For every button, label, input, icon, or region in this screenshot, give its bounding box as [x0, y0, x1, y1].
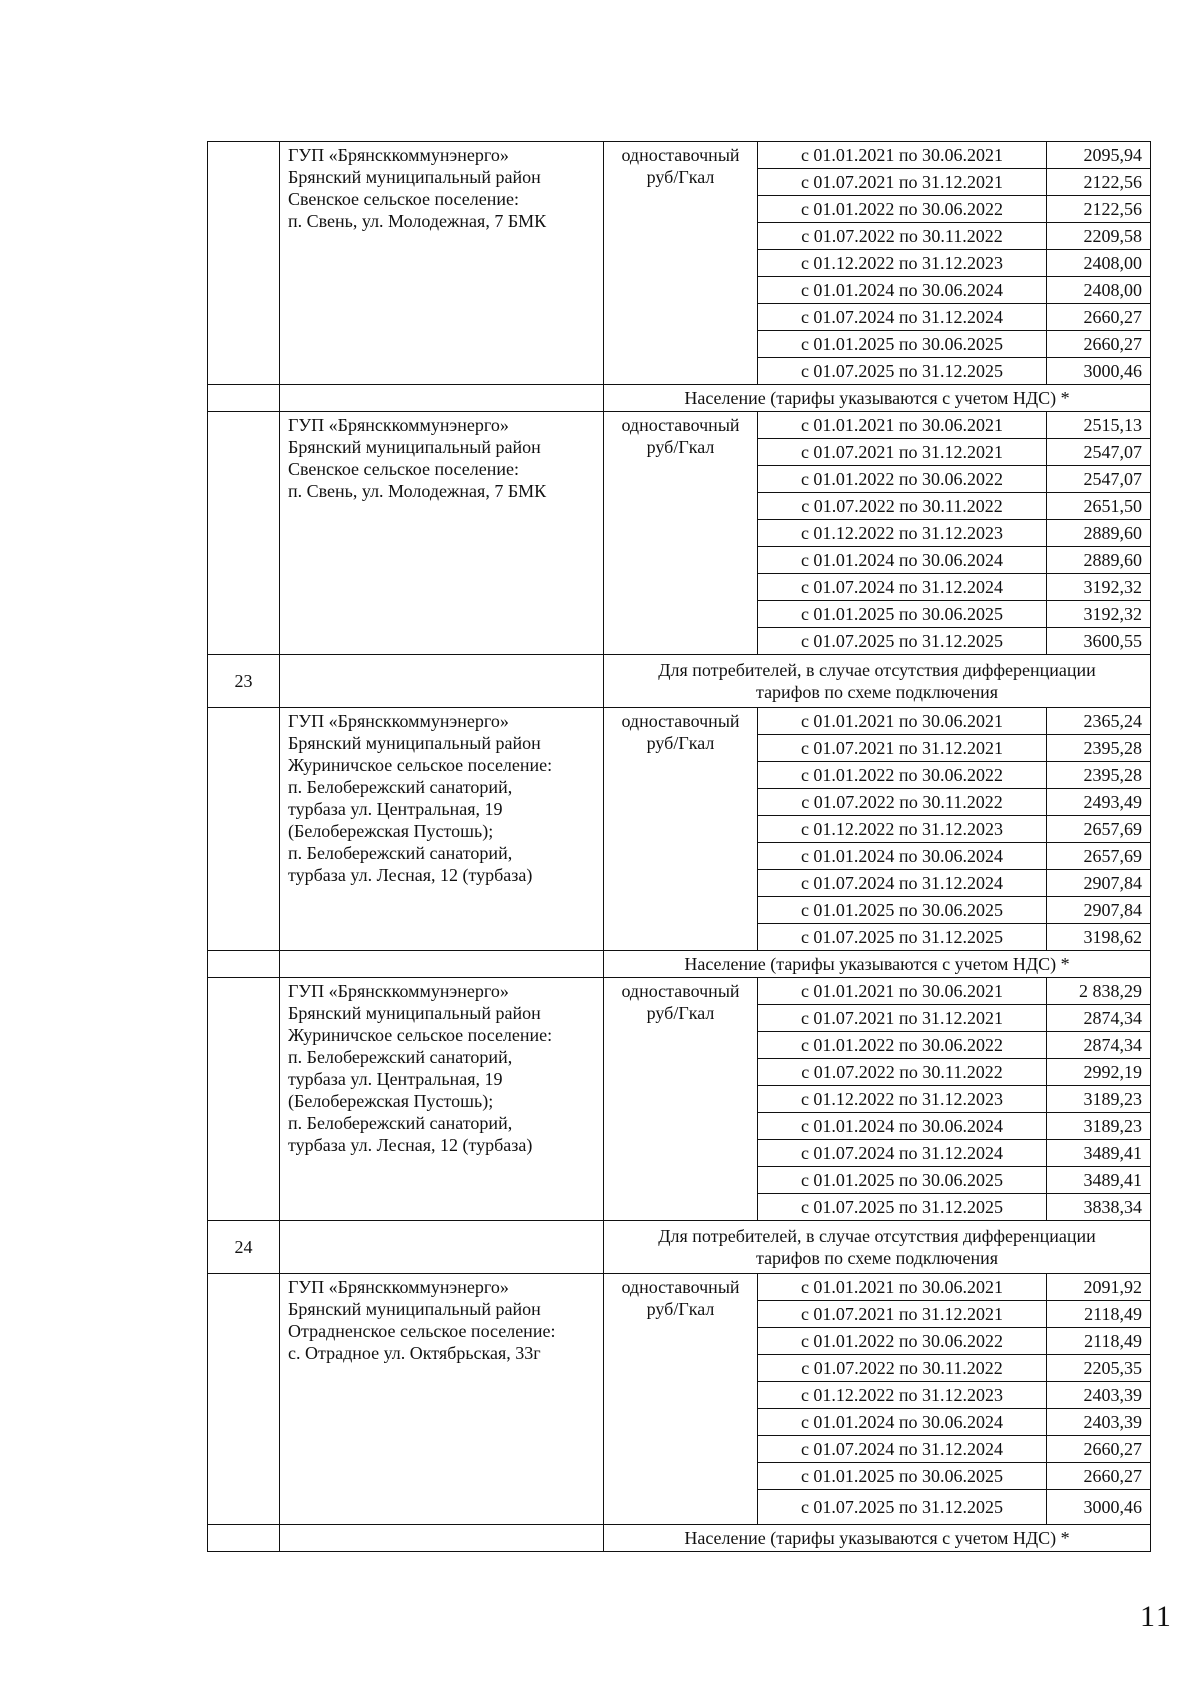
period-cell: с 01.07.2025 по 31.12.2025 [758, 628, 1047, 655]
section-number-cell: 24 [208, 1221, 280, 1274]
organization-line: п. Белобережский санаторий, [288, 1113, 513, 1133]
tariff-value-cell: 2403,39 [1047, 1382, 1151, 1409]
tariff-value-cell: 3192,32 [1047, 574, 1151, 601]
tariff-table-body [208, 142, 1151, 1552]
period-cell: с 01.12.2022 по 31.12.2023 [758, 1382, 1047, 1409]
organization-line: с. Отрадное ул. Октябрьская, 33г [288, 1343, 541, 1363]
section-header-row [208, 1525, 1151, 1552]
tariff-value-cell: 2660,27 [1047, 331, 1151, 358]
tariff-row [208, 142, 1151, 169]
organization-cell [280, 412, 604, 655]
period-cell: с 01.07.2021 по 31.12.2021 [758, 1005, 1047, 1032]
period-cell: с 01.07.2022 по 30.11.2022 [758, 1059, 1047, 1086]
period-cell: с 01.01.2021 по 30.06.2021 [758, 708, 1047, 735]
period-cell: с 01.01.2025 по 30.06.2025 [758, 601, 1047, 628]
period-cell: с 01.12.2022 по 31.12.2023 [758, 250, 1047, 277]
period-cell: с 01.07.2025 по 31.12.2025 [758, 924, 1047, 951]
tariff-value-cell: 2547,07 [1047, 466, 1151, 493]
organization-line: турбаза ул. Центральная, 19 [288, 799, 503, 819]
row-number-cell [208, 1274, 280, 1525]
organization-line: п. Свень, ул. Молодежная, 7 БМК [288, 211, 547, 231]
period-cell: с 01.01.2024 по 30.06.2024 [758, 277, 1047, 304]
tariff-value-cell: 2122,56 [1047, 196, 1151, 223]
period-cell: с 01.07.2024 по 31.12.2024 [758, 304, 1047, 331]
tariff-value-cell: 2408,00 [1047, 250, 1151, 277]
tariff-value-cell: 2907,84 [1047, 897, 1151, 924]
tariff-row [208, 978, 1151, 1005]
organization-line: п. Белобережский санаторий, [288, 777, 513, 797]
tariff-value-cell: 2408,00 [1047, 277, 1151, 304]
section-header-cell: Население (тарифы указываются с учетом НДС) * [604, 1525, 1151, 1552]
tariff-type-cell [604, 978, 758, 1221]
period-cell: с 01.01.2022 по 30.06.2022 [758, 196, 1047, 223]
tariff-value-cell: 2992,19 [1047, 1059, 1151, 1086]
row-number-cell [208, 978, 280, 1221]
period-cell: с 01.01.2025 по 30.06.2025 [758, 331, 1047, 358]
tariff-value-cell: 3600,55 [1047, 628, 1151, 655]
tariff-value-cell: 2403,39 [1047, 1409, 1151, 1436]
row-number-cell [208, 412, 280, 655]
organization-line: п. Белобережский санаторий, [288, 843, 513, 863]
period-cell: с 01.01.2024 по 30.06.2024 [758, 1113, 1047, 1140]
tariff-type-line: одноставочный [621, 145, 740, 165]
tariff-type-line: руб/Гкал [646, 733, 715, 753]
period-cell: с 01.07.2022 по 30.11.2022 [758, 493, 1047, 520]
period-cell: с 01.07.2024 по 31.12.2024 [758, 1436, 1047, 1463]
organization-line: Журиничское сельское поселение: [288, 1025, 553, 1045]
section-header-cell: Для потребителей, в случае отсутствия дифференциации тарифов по схеме подключения [604, 655, 1151, 708]
organization-line: Брянский муниципальный район [288, 1003, 541, 1023]
tariff-value-cell: 3198,62 [1047, 924, 1151, 951]
period-cell: с 01.07.2024 по 31.12.2024 [758, 574, 1047, 601]
tariff-value-cell: 2547,07 [1047, 439, 1151, 466]
organization-line: Брянский муниципальный район [288, 437, 541, 457]
tariff-type-line: одноставочный [621, 711, 740, 731]
period-cell: с 01.07.2021 по 31.12.2021 [758, 169, 1047, 196]
period-cell: с 01.07.2025 по 31.12.2025 [758, 1194, 1047, 1221]
tariff-value-cell: 2118,49 [1047, 1301, 1151, 1328]
organization-line: турбаза ул. Центральная, 19 [288, 1069, 503, 1089]
tariff-type-line: одноставочный [621, 1277, 740, 1297]
section-header-row [208, 951, 1151, 978]
organization-line: ГУП «Брянсккоммунэнерго» [288, 981, 509, 1001]
period-cell: с 01.01.2021 по 30.06.2021 [758, 1274, 1047, 1301]
period-cell: с 01.01.2024 по 30.06.2024 [758, 1409, 1047, 1436]
organization-line: турбаза ул. Лесная, 12 (турбаза) [288, 1135, 533, 1155]
section-header-row [208, 1221, 1151, 1274]
organization-line: Брянский муниципальный район [288, 167, 541, 187]
period-cell: с 01.12.2022 по 31.12.2023 [758, 1086, 1047, 1113]
tariff-type-line: руб/Гкал [646, 1299, 715, 1319]
tariff-value-cell: 3189,23 [1047, 1086, 1151, 1113]
tariff-value-cell: 2660,27 [1047, 1463, 1151, 1490]
period-cell: с 01.07.2022 по 30.11.2022 [758, 789, 1047, 816]
period-cell: с 01.01.2022 по 30.06.2022 [758, 1328, 1047, 1355]
empty-cell [280, 951, 604, 978]
tariff-value-cell: 2095,94 [1047, 142, 1151, 169]
period-cell: с 01.01.2025 по 30.06.2025 [758, 1167, 1047, 1194]
tariff-row [208, 708, 1151, 735]
row-number-cell [208, 142, 280, 385]
tariff-type-line: одноставочный [621, 981, 740, 1001]
tariff-row [208, 412, 1151, 439]
tariff-value-cell: 2395,28 [1047, 735, 1151, 762]
tariff-table [207, 141, 1151, 1552]
tariff-value-cell: 2205,35 [1047, 1355, 1151, 1382]
organization-line: п. Белобережский санаторий, [288, 1047, 513, 1067]
tariff-type-line: руб/Гкал [646, 437, 715, 457]
tariff-value-cell: 2515,13 [1047, 412, 1151, 439]
organization-line: ГУП «Брянсккоммунэнерго» [288, 711, 509, 731]
period-cell: с 01.07.2024 по 31.12.2024 [758, 870, 1047, 897]
tariff-value-cell: 2118,49 [1047, 1328, 1151, 1355]
period-cell: с 01.01.2022 по 30.06.2022 [758, 466, 1047, 493]
tariff-value-cell: 3838,34 [1047, 1194, 1151, 1221]
period-cell: с 01.01.2021 по 30.06.2021 [758, 142, 1047, 169]
tariff-value-cell: 3489,41 [1047, 1167, 1151, 1194]
tariff-value-cell: 3489,41 [1047, 1140, 1151, 1167]
tariff-value-cell: 3000,46 [1047, 358, 1151, 385]
section-header-cell: Население (тарифы указываются с учетом НДС) * [604, 385, 1151, 412]
tariff-value-cell: 2365,24 [1047, 708, 1151, 735]
period-cell: с 01.07.2025 по 31.12.2025 [758, 358, 1047, 385]
organization-line: Брянский муниципальный район [288, 733, 541, 753]
section-header-row [208, 385, 1151, 412]
empty-cell [280, 655, 604, 708]
tariff-type-cell [604, 142, 758, 385]
organization-line: Отрадненское сельское поселение: [288, 1321, 556, 1341]
section-number-cell [208, 1525, 280, 1552]
period-cell: с 01.12.2022 по 31.12.2023 [758, 520, 1047, 547]
tariff-row [208, 1274, 1151, 1301]
organization-line: (Белобережская Пустошь); [288, 1091, 494, 1111]
tariff-value-cell: 2657,69 [1047, 843, 1151, 870]
period-cell: с 01.07.2024 по 31.12.2024 [758, 1140, 1047, 1167]
period-cell: с 01.07.2021 по 31.12.2021 [758, 735, 1047, 762]
tariff-value-cell: 2 838,29 [1047, 978, 1151, 1005]
empty-cell [280, 1221, 604, 1274]
section-header-cell: Население (тарифы указываются с учетом НДС) * [604, 951, 1151, 978]
organization-line: ГУП «Брянсккоммунэнерго» [288, 145, 509, 165]
organization-line: п. Свень, ул. Молодежная, 7 БМК [288, 481, 547, 501]
section-number-cell: 23 [208, 655, 280, 708]
period-cell: с 01.07.2025 по 31.12.2025 [758, 1490, 1047, 1525]
tariff-type-line: одноставочный [621, 415, 740, 435]
organization-line: ГУП «Брянсккоммунэнерго» [288, 1277, 509, 1297]
section-number-cell [208, 951, 280, 978]
period-cell: с 01.01.2025 по 30.06.2025 [758, 1463, 1047, 1490]
tariff-value-cell: 2660,27 [1047, 304, 1151, 331]
tariff-value-cell: 2889,60 [1047, 520, 1151, 547]
tariff-value-cell: 3192,32 [1047, 601, 1151, 628]
period-cell: с 01.01.2021 по 30.06.2021 [758, 412, 1047, 439]
tariff-value-cell: 2874,34 [1047, 1032, 1151, 1059]
empty-cell [280, 385, 604, 412]
tariff-value-cell: 2657,69 [1047, 816, 1151, 843]
organization-cell [280, 142, 604, 385]
tariff-type-cell [604, 708, 758, 951]
period-cell: с 01.01.2022 по 30.06.2022 [758, 1032, 1047, 1059]
period-cell: с 01.01.2024 по 30.06.2024 [758, 547, 1047, 574]
organization-line: Свенское сельское поселение: [288, 189, 519, 209]
period-cell: с 01.01.2022 по 30.06.2022 [758, 762, 1047, 789]
tariff-type-line: руб/Гкал [646, 1003, 715, 1023]
period-cell: с 01.07.2022 по 30.11.2022 [758, 223, 1047, 250]
period-cell: с 01.07.2021 по 31.12.2021 [758, 1301, 1047, 1328]
organization-line: Журиничское сельское поселение: [288, 755, 553, 775]
tariff-value-cell: 2651,50 [1047, 493, 1151, 520]
section-number-cell [208, 385, 280, 412]
page-number: 11 [1140, 1600, 1173, 1633]
empty-cell [280, 1525, 604, 1552]
period-cell: с 01.07.2021 по 31.12.2021 [758, 439, 1047, 466]
tariff-type-cell [604, 412, 758, 655]
section-header-cell: Для потребителей, в случае отсутствия дифференциации тарифов по схеме подключения [604, 1221, 1151, 1274]
organization-line: Брянский муниципальный район [288, 1299, 541, 1319]
organization-cell [280, 1274, 604, 1525]
organization-cell [280, 978, 604, 1221]
period-cell: с 01.01.2024 по 30.06.2024 [758, 843, 1047, 870]
tariff-value-cell: 2209,58 [1047, 223, 1151, 250]
tariff-value-cell: 3000,46 [1047, 1490, 1151, 1525]
period-cell: с 01.01.2025 по 30.06.2025 [758, 897, 1047, 924]
tariff-value-cell: 2660,27 [1047, 1436, 1151, 1463]
row-number-cell [208, 708, 280, 951]
tariff-value-cell: 2907,84 [1047, 870, 1151, 897]
tariff-type-line: руб/Гкал [646, 167, 715, 187]
tariff-value-cell: 2395,28 [1047, 762, 1151, 789]
organization-cell [280, 708, 604, 951]
section-header-row [208, 655, 1151, 708]
organization-line: ГУП «Брянсккоммунэнерго» [288, 415, 509, 435]
organization-line: турбаза ул. Лесная, 12 (турбаза) [288, 865, 533, 885]
tariff-value-cell: 2493,49 [1047, 789, 1151, 816]
organization-line: (Белобережская Пустошь); [288, 821, 494, 841]
period-cell: с 01.01.2021 по 30.06.2021 [758, 978, 1047, 1005]
tariff-value-cell: 2874,34 [1047, 1005, 1151, 1032]
tariff-value-cell: 2122,56 [1047, 169, 1151, 196]
tariff-type-cell [604, 1274, 758, 1525]
period-cell: с 01.07.2022 по 30.11.2022 [758, 1355, 1047, 1382]
organization-line: Свенское сельское поселение: [288, 459, 519, 479]
tariff-value-cell: 2889,60 [1047, 547, 1151, 574]
tariff-value-cell: 2091,92 [1047, 1274, 1151, 1301]
tariff-value-cell: 3189,23 [1047, 1113, 1151, 1140]
period-cell: с 01.12.2022 по 31.12.2023 [758, 816, 1047, 843]
